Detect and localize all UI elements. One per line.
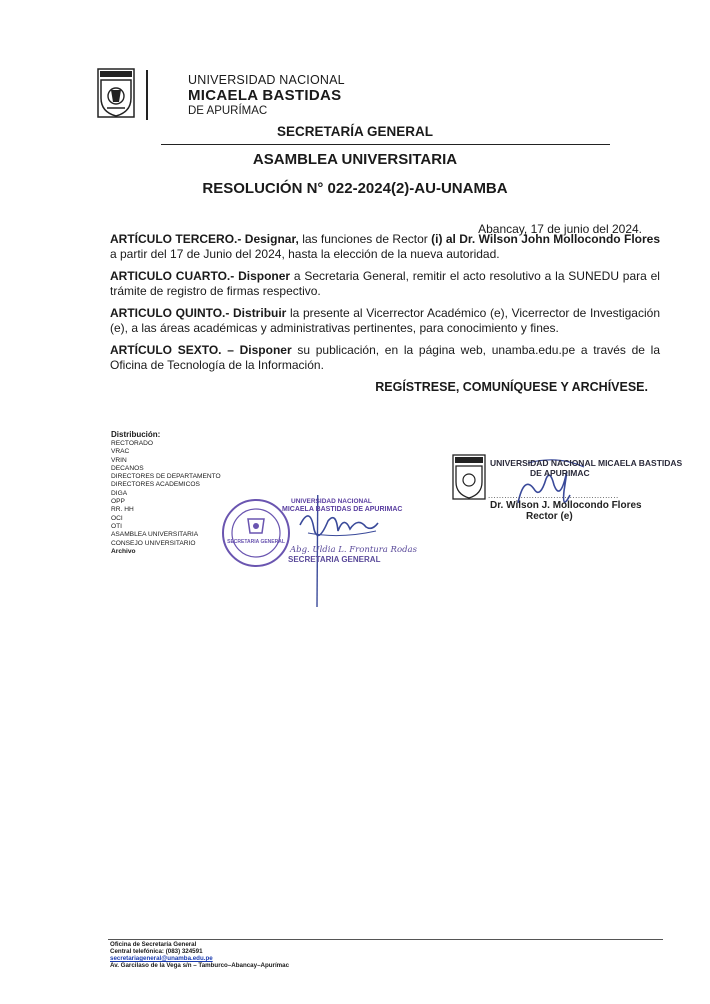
article-heading: ARTÍCULO SEXTO. –	[110, 343, 234, 357]
assembly-title: ASAMBLEA UNIVERSITARIA	[252, 151, 458, 168]
university-name-line2: MICAELA BASTIDAS	[188, 87, 342, 104]
distribution-item: DIGA	[111, 489, 128, 497]
footer-rule	[108, 939, 663, 940]
distribution-item: VRIN	[111, 456, 127, 464]
article-verb: Disponer	[238, 269, 291, 283]
closing-formula: REGÍSTRESE, COMUNÍQUESE Y ARCHÍVESE.	[375, 380, 648, 394]
article-sexto	[110, 343, 660, 373]
distribution-list	[111, 440, 221, 556]
distribution-title: Distribución:	[111, 430, 161, 439]
footer-phone: Central telefónica: (083) 324591	[110, 948, 203, 955]
distribution-item: DECANOS	[111, 464, 144, 472]
article-cuarto	[110, 269, 660, 299]
article-heading: ARTICULO QUINTO.-	[110, 306, 230, 320]
distribution-item: OTI	[111, 522, 122, 530]
stamp-circle-text: SECRETARIA GENERAL	[227, 539, 285, 545]
article-text: su publicación, en la página web, unamba.edu.pe a través de la Oficina de Tecnología de la Información.	[110, 343, 660, 372]
footer-office: Oficina de Secretaría General	[110, 941, 197, 948]
article-text: a Secretaria General, remitir el acto resolutivo a la SUNEDU para el trámite de registro de firmas respectivo.	[110, 269, 660, 298]
header-rule	[161, 144, 610, 145]
distribution-item: Archivo	[111, 547, 136, 555]
article-verb: Designar,	[244, 232, 299, 246]
header-divider	[146, 70, 148, 120]
article-quinto	[110, 306, 660, 336]
article-text: las funciones de Rector	[302, 232, 428, 246]
distribution-item: DIRECTORES DE DEPARTAMENTO	[111, 473, 221, 481]
distribution-item: RR. HH	[111, 506, 134, 514]
office-title: SECRETARÍA GENERAL	[276, 124, 433, 139]
article-verb: Disponer	[239, 343, 292, 357]
article-text: a partir del 17 de Junio del 2024, hasta la elección de la nueva autoridad.	[110, 247, 500, 261]
distribution-item: CONSEJO UNIVERSITARIO	[111, 539, 196, 547]
rector-role: Rector (e)	[526, 511, 573, 522]
document-date: Abancay, 17 de junio del 2024.	[478, 222, 642, 236]
signature-dotted-line: ................................................	[488, 491, 619, 500]
stamp-university: UNIVERSIDAD NACIONAL	[291, 498, 372, 505]
distribution-item: OCI	[111, 514, 123, 522]
distribution-item: RECTORADO	[111, 440, 154, 447]
article-tercero	[110, 232, 660, 262]
rector-stamp-region: DE APURIMAC	[530, 468, 590, 478]
university-logo-icon	[97, 68, 135, 118]
resolution-title: RESOLUCIÓN N° 022-2024(2)-AU-UNAMBA	[202, 180, 508, 197]
article-text: la presente al Vicerrector Académico (e), Vicerrector de Investigación (e), a las áreas académicas y administrativas pertinentes, para conocimiento y fines.	[110, 306, 660, 335]
footer-address: Av. Garcilaso de la Vega s/n – Tamburco–Abancay–Apurímac	[110, 962, 290, 969]
rector-name: Dr. Wilson J. Mollocondo Flores	[490, 500, 642, 511]
stamp-university-full: MICAELA BASTIDAS DE APURIMAC	[282, 506, 403, 513]
article-heading: ARTÍCULO TERCERO.-	[110, 232, 242, 246]
distribution-item: OPP	[111, 498, 125, 506]
university-name-line1: UNIVERSIDAD NACIONAL	[188, 73, 345, 87]
distribution-item: DIRECTORES ACADEMICOS	[111, 481, 200, 489]
rector-seal-icon	[452, 454, 486, 500]
distribution-item: ASAMBLEA UNIVERSITARIA	[111, 531, 199, 539]
article-verb: Distribuir	[233, 306, 287, 320]
article-bold-text: (i) al Dr. Wilson John Mollocondo Flores	[431, 232, 661, 246]
secretaria-name: Abg. Uldia L. Frontura Rodas	[290, 545, 417, 555]
distribution-item: VRAC	[111, 448, 130, 456]
rector-stamp-university: UNIVERSIDAD NACIONAL MICAELA BASTIDAS	[490, 458, 683, 468]
university-name-line3: DE APURÍMAC	[188, 105, 268, 117]
article-heading: ARTICULO CUARTO.-	[110, 269, 235, 283]
footer-email-link[interactable]: secretariageneral@unamba.edu.pe	[110, 955, 213, 962]
secretaria-role: SECRETARIA GENERAL	[288, 555, 381, 564]
